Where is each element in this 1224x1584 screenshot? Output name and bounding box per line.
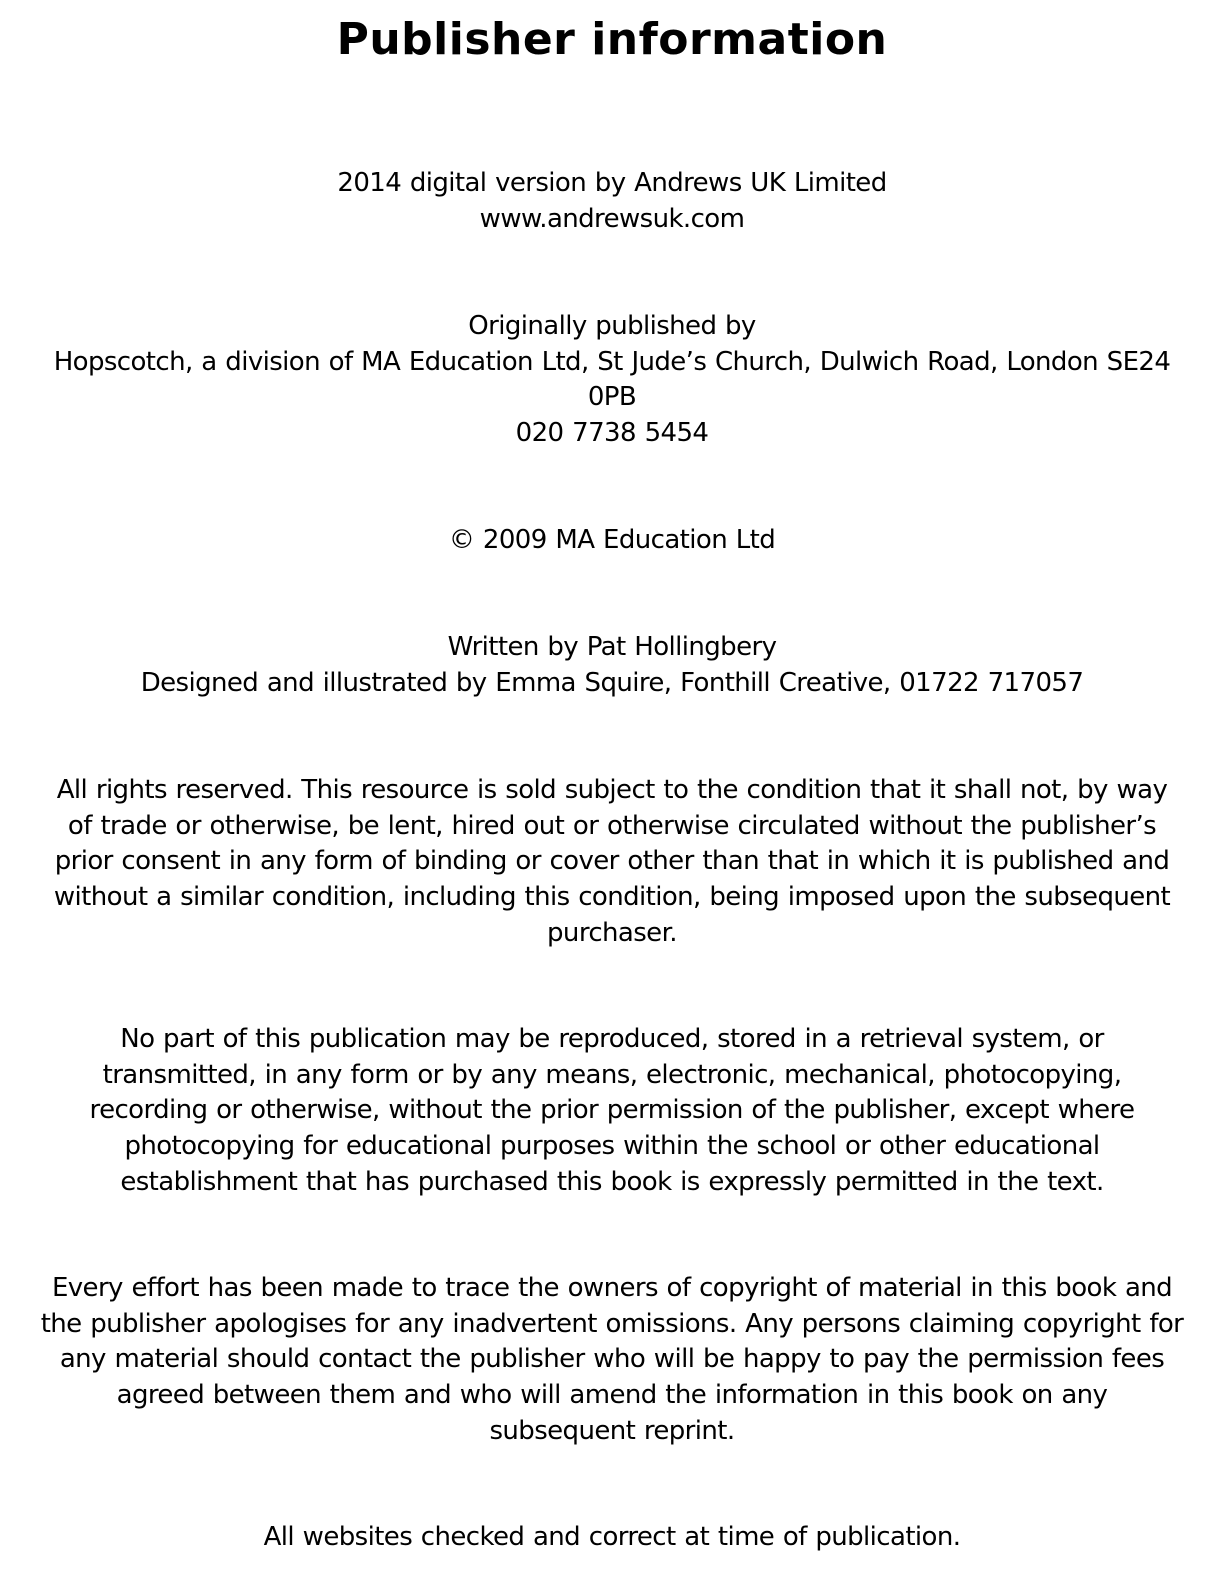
- rights-reserved-paragraph: [6, 773, 1218, 952]
- publisher-website: www.andrewsuk.com: [479, 203, 745, 234]
- websites-note-block: [6, 1520, 1218, 1556]
- original-publisher-block: [6, 309, 1218, 452]
- websites-note: All websites checked and correct at time of publication.: [263, 1522, 961, 1552]
- reproduction-paragraph: [6, 1022, 1218, 1201]
- paragraph-line: photocopying for educational purposes within the school or other educational: [124, 1131, 1100, 1162]
- copyright-effort-paragraph: [6, 1271, 1218, 1450]
- paragraph-line: prior consent in any form of binding or cover other than that in which it is published and: [54, 846, 1170, 877]
- designer-credit: Designed and illustrated by Emma Squire, Fonthill Creative, 01722 717057: [140, 667, 1084, 698]
- digital-version-block: [6, 166, 1218, 237]
- paragraph-line: All rights reserved. This resource is sold subject to the condition that it shall not, by way: [56, 775, 1168, 805]
- copyright-notice: © 2009 MA Education Ltd: [448, 525, 776, 555]
- paragraph-line: No part of this publication may be reproduced, stored in a retrieval system, or: [120, 1024, 1104, 1054]
- paragraph-line: Every effort has been made to trace the owners of copyright of material in this book and: [51, 1273, 1173, 1303]
- digital-version-line: 2014 digital version by Andrews UK Limited: [337, 168, 887, 198]
- paragraph-line: any material should contact the publisher who will be happy to pay the permission fees: [59, 1344, 1165, 1375]
- paragraph-line: the publisher apologises for any inadvertent omissions. Any persons claiming copyright for: [40, 1308, 1184, 1339]
- paragraph-line: without a similar condition, including this condition, being imposed upon the subsequent: [53, 882, 1171, 913]
- paragraph-line: of trade or otherwise, be lent, hired out or otherwise circulated without the publisher’s: [67, 810, 1157, 841]
- originally-published-label: Originally published by: [468, 311, 756, 341]
- paragraph-line: establishment that has purchased this book is expressly permitted in the text.: [120, 1166, 1104, 1197]
- publisher-address-line: Hopscotch, a division of MA Education Ltd, St Jude’s Church, Dulwich Road, London SE24: [53, 346, 1171, 377]
- page-title: Publisher information: [336, 14, 888, 65]
- paragraph-line: purchaser.: [547, 917, 677, 948]
- paragraph-line: agreed between them and who will amend the information in this book on any: [116, 1380, 1108, 1411]
- publisher-phone: 020 7738 5454: [515, 418, 709, 449]
- copyright-block: [6, 523, 1218, 559]
- credits-block: [6, 630, 1218, 701]
- paragraph-line: recording or otherwise, without the prior permission of the publisher, except where: [89, 1095, 1135, 1126]
- paragraph-line: subsequent reprint.: [489, 1415, 735, 1446]
- publisher-postcode: 0PB: [587, 382, 637, 413]
- author-credit: Written by Pat Hollingbery: [447, 632, 777, 662]
- paragraph-line: transmitted, in any form or by any means, electronic, mechanical, photocopying,: [102, 1059, 1122, 1090]
